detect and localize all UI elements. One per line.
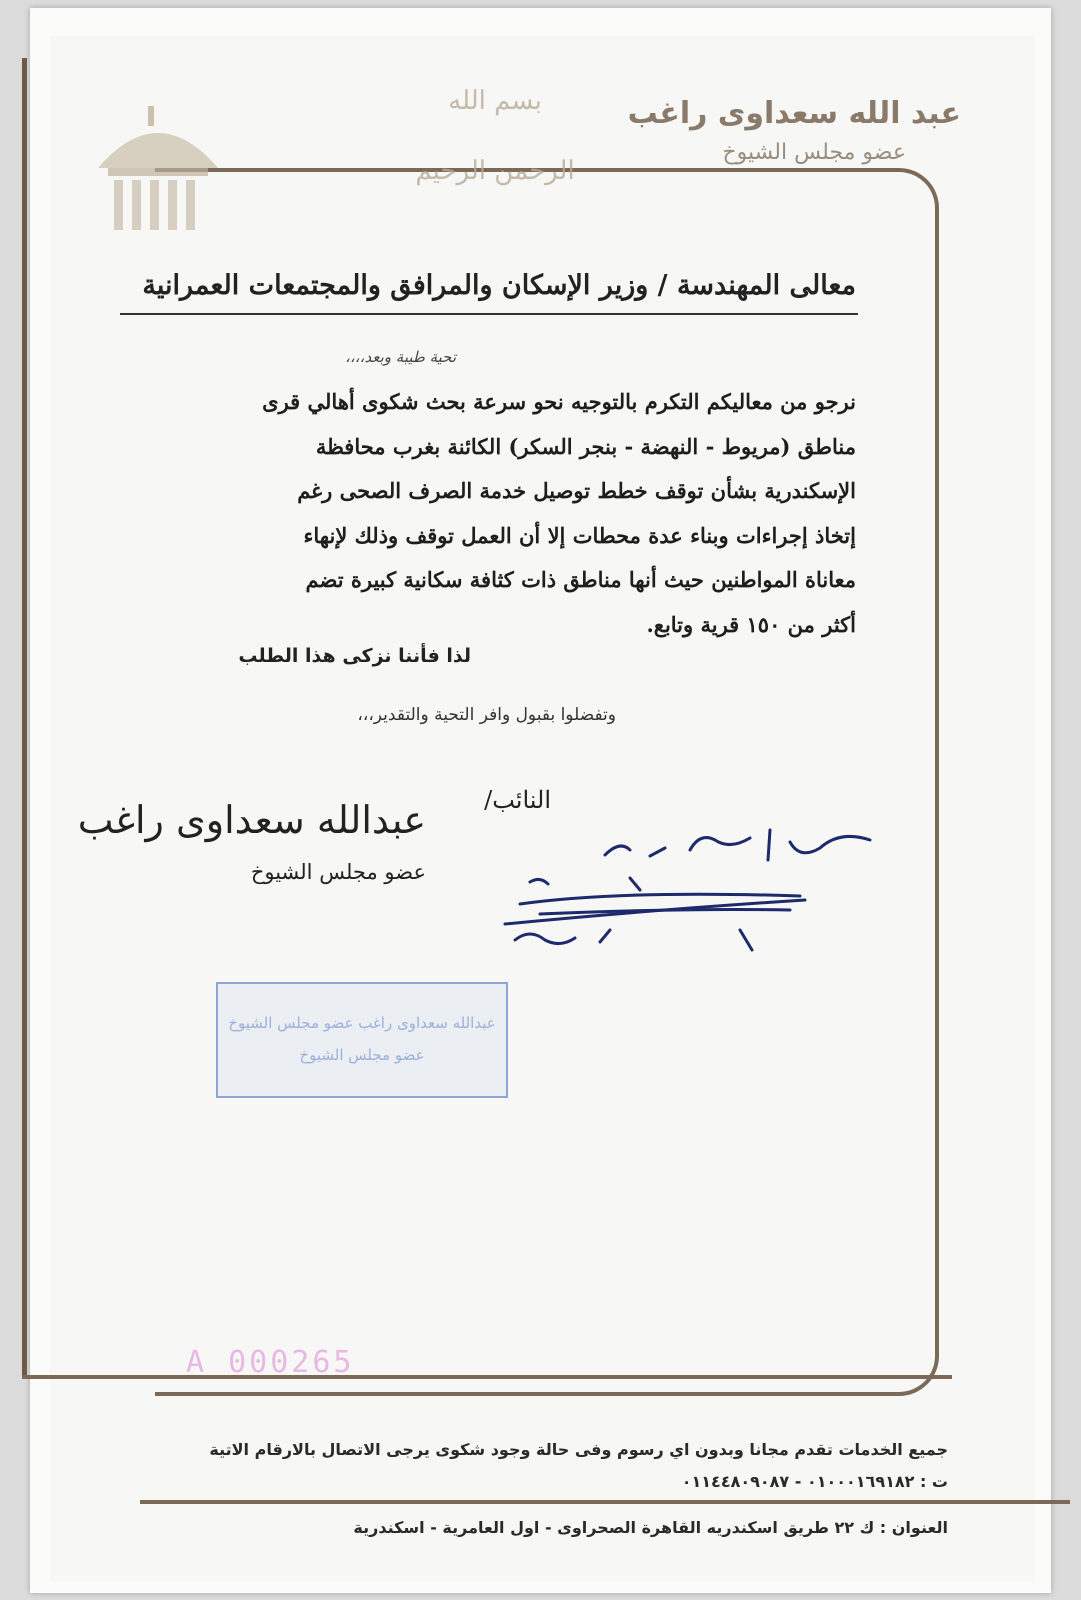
- body-line: أكثر من ١٥٠ قرية وتابع.: [646, 611, 856, 637]
- signature-role: عضو مجلس الشيوخ: [250, 860, 426, 884]
- parliament-dome-icon: [78, 88, 238, 238]
- footer-border: [140, 1500, 1070, 1504]
- frame-border: [155, 168, 939, 1396]
- body-line: إتخاذ إجراءات وبناء عدة محطات إلا أن العمل توقف وذلك لإنهاء: [303, 522, 856, 548]
- footer-services: جميع الخدمات تقدم مجانا وبدون اي رسوم وفى حالة وجود شكوى يرجى الاتصال بالارقام الاتية: [209, 1440, 948, 1459]
- greeting: تحية طيبة وبعد،،،،: [345, 348, 456, 366]
- signature-name: عبدالله سعداوى راغب: [77, 798, 426, 842]
- body-line: نرجو من معاليكم التكرم بالتوجيه نحو سرعة بحث شكوى أهالي قرى: [262, 389, 856, 414]
- frame-bottom-border: [22, 1375, 952, 1379]
- body-line: الإسكندرية بشأن توقف خطط توصيل خدمة الصرف الصحى رغم: [297, 478, 856, 503]
- letter-body: [111, 380, 856, 647]
- request-line: لذا فأننا نزكى هذا الطلب: [238, 645, 471, 667]
- body-line: مناطق (مريوط - النهضة - بنجر السكر) الكائنة بغرب محافظة: [315, 433, 856, 459]
- basmala-calligraphy: بسم الله الرحمن الرحيم: [415, 86, 575, 186]
- serial-number: A 000265: [186, 1345, 355, 1380]
- closing-line: وتفضلوا بقبول وافر التحية والتقدير،،،: [357, 705, 616, 725]
- addressee-underline: [120, 313, 858, 315]
- letterhead-name: عبد الله سعداوى راغب: [627, 96, 961, 131]
- addressee-line: معالى المهندسة / وزير الإسكان والمرافق والمجتمعات العمرانية: [142, 270, 856, 301]
- frame-left-border: [22, 58, 27, 1378]
- footer-address: العنوان : ك ٢٢ طريق اسكندريه القاهرة الصحراوى - اول العامرية - اسكندرية: [353, 1518, 948, 1537]
- office-stamp: [216, 982, 508, 1098]
- stamp-line: عبدالله سعداوى راغب عضو مجلس الشيوخ: [228, 1014, 496, 1032]
- handwritten-signature: [500, 820, 880, 960]
- footer-phones: ت : ٠١٠٠٠١٦٩١٨٢ - ٠١١٤٤٨٠٩٠٨٧: [681, 1472, 948, 1491]
- signature-label: النائب/: [484, 786, 551, 814]
- letterhead-role: عضو مجلس الشيوخ: [722, 140, 906, 165]
- body-line: معاناة المواطنين حيث أنها مناطق ذات كثافة سكانية كبيرة تضم: [305, 567, 856, 592]
- stamp-line: عضو مجلس الشيوخ: [299, 1046, 425, 1064]
